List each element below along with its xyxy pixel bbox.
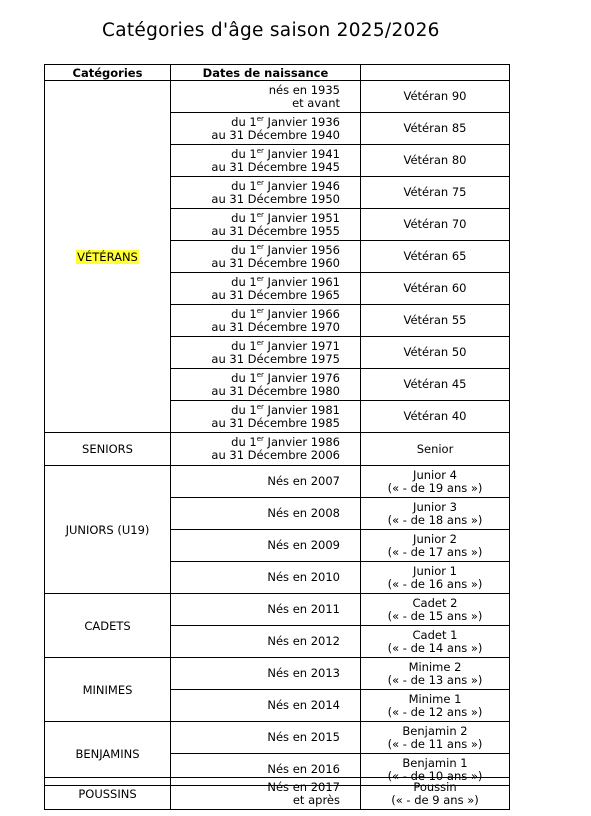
class-cell: Vétéran 50	[361, 337, 510, 369]
birth-day-sup: er	[256, 370, 264, 379]
birth-rest: Janvier 1951	[263, 210, 340, 225]
birth-line2: au 31 Décembre 1950	[211, 191, 340, 206]
birth-day: du 1	[231, 210, 257, 225]
birth-cell	[171, 273, 361, 305]
birth-line2: au 31 Décembre 2006	[211, 448, 340, 462]
birth-rest: Janvier 1986	[263, 435, 340, 449]
class-age: (« - de 18 ans »)	[387, 512, 483, 527]
birth-cell	[171, 337, 361, 369]
birth-day-sup: er	[256, 242, 264, 251]
class-name: Junior 4	[413, 467, 457, 482]
class-cell	[361, 658, 510, 690]
header-class	[361, 65, 510, 81]
birth-line2: au 31 Décembre 1965	[211, 287, 340, 302]
class-age: (« - de 13 ans »)	[387, 672, 483, 687]
class-name: Benjamin 2	[402, 723, 468, 738]
birth-cell	[171, 241, 361, 273]
birth-rest: Janvier 1976	[263, 370, 340, 385]
birth-day-sup: er	[256, 274, 264, 283]
class-age: (« - de 11 ans »)	[387, 736, 483, 751]
class-name: Minime 2	[408, 659, 462, 674]
class-cell: Vétéran 40	[361, 401, 510, 433]
class-cell	[361, 498, 510, 530]
class-cell: Vétéran 45	[361, 369, 510, 401]
class-cell	[361, 626, 510, 658]
birth-day: du 1	[231, 274, 257, 289]
birth-rest: Janvier 1961	[263, 274, 340, 289]
class-name: Minime 1	[408, 691, 462, 706]
class-age: (« - de 14 ans »)	[387, 640, 483, 655]
table-row	[45, 722, 510, 754]
category-juniors: JUNIORS (U19)	[45, 466, 171, 594]
class-cell: Vétéran 80	[361, 145, 510, 177]
class-cell: Vétéran 55	[361, 305, 510, 337]
birth-rest: Janvier 1946	[263, 178, 340, 193]
birth-cell	[171, 778, 361, 810]
class-cell	[361, 466, 510, 498]
class-cell: Vétéran 70	[361, 209, 510, 241]
header-birth-dates: Dates de naissance	[171, 65, 361, 81]
category-cadets: CADETS	[45, 594, 171, 658]
birth-cell: Nés en 2015	[171, 722, 361, 754]
birth-line2: au 31 Décembre 1960	[211, 255, 340, 270]
class-cell	[361, 778, 510, 810]
table-header-row	[45, 65, 510, 81]
birth-day-sup: er	[256, 402, 264, 411]
birth-rest: Janvier 1941	[263, 146, 340, 161]
birth-rest: Janvier 1956	[263, 242, 340, 257]
birth-line2: au 31 Décembre 1980	[211, 383, 340, 398]
birth-line2: au 31 Décembre 1970	[211, 319, 340, 334]
birth-day-sup: er	[256, 178, 264, 187]
class-cell	[361, 562, 510, 594]
birth-cell	[171, 369, 361, 401]
birth-day-sup: er	[256, 435, 264, 444]
birth-cell: Nés en 2016	[171, 754, 361, 786]
birth-line2: au 31 Décembre 1955	[211, 223, 340, 238]
birth-day: du 1	[231, 178, 257, 193]
birth-line2: au 31 Décembre 1975	[211, 351, 340, 366]
page-title: Catégories d'âge saison 2025/2026	[102, 20, 440, 41]
birth-day-sup: er	[256, 114, 264, 123]
class-name: Junior 1	[413, 563, 457, 578]
birth-cell: Nés en 2013	[171, 658, 361, 690]
birth-cell: Nés en 2012	[171, 626, 361, 658]
birth-cell: Nés en 2011	[171, 594, 361, 626]
birth-cell: Nés en 2008	[171, 498, 361, 530]
birth-day: du 1	[231, 114, 257, 129]
class-cell	[361, 690, 510, 722]
class-cell	[361, 530, 510, 562]
age-categories-table	[44, 64, 510, 786]
birth-line2: et avant	[292, 95, 340, 110]
birth-day: du 1	[231, 306, 257, 321]
header-category: Catégories	[45, 65, 171, 81]
class-name: Cadet 2	[412, 595, 458, 610]
class-name: Poussin	[413, 779, 457, 794]
birth-cell: Nés en 2007	[171, 466, 361, 498]
class-cell: Vétéran 75	[361, 177, 510, 209]
class-cell	[361, 722, 510, 754]
table-row	[45, 433, 510, 466]
birth-day-sup: er	[256, 146, 264, 155]
birth-rest: Janvier 1936	[263, 114, 340, 129]
birth-day: du 1	[231, 146, 257, 161]
class-age: (« - de 19 ans »)	[387, 480, 483, 495]
class-name: Junior 2	[413, 531, 457, 546]
birth-day: du 1	[231, 338, 257, 353]
birth-line2: au 31 Décembre 1945	[211, 159, 340, 174]
birth-cell	[171, 113, 361, 145]
category-poussins: POUSSINS	[45, 778, 171, 810]
birth-cell	[171, 305, 361, 337]
class-age: (« - de 16 ans »)	[387, 576, 483, 591]
birth-rest: Janvier 1971	[263, 338, 340, 353]
category-minimes: MINIMES	[45, 658, 171, 722]
birth-line1: nés en 1935	[268, 82, 340, 97]
birth-line2: au 31 Décembre 1940	[211, 127, 340, 142]
class-age: (« - de 9 ans »)	[391, 792, 479, 807]
birth-cell: Nés en 2014	[171, 690, 361, 722]
birth-cell	[171, 433, 361, 466]
birth-rest: Janvier 1981	[263, 402, 340, 417]
class-age: (« - de 10 ans »)	[387, 768, 483, 783]
table-row	[45, 466, 510, 498]
birth-day-sup: er	[256, 338, 264, 347]
birth-line2: au 31 Décembre 1985	[211, 415, 340, 430]
class-age: (« - de 15 ans »)	[387, 608, 483, 623]
birth-cell	[171, 145, 361, 177]
birth-day: du 1	[231, 242, 257, 257]
birth-cell	[171, 209, 361, 241]
birth-cell: Nés en 2010	[171, 562, 361, 594]
class-name: Junior 3	[413, 499, 457, 514]
class-cell: Vétéran 60	[361, 273, 510, 305]
birth-day-sup: er	[256, 306, 264, 315]
class-age: (« - de 17 ans »)	[387, 544, 483, 559]
birth-rest: Janvier 1966	[263, 306, 340, 321]
class-age: (« - de 12 ans »)	[387, 704, 483, 719]
table-row	[45, 778, 510, 810]
class-cell: Vétéran 90	[361, 81, 510, 113]
class-name: Benjamin 1	[402, 755, 468, 770]
veterans-label: VÉTÉRANS	[77, 249, 138, 264]
birth-cell	[171, 177, 361, 209]
class-cell: Senior	[361, 433, 510, 466]
category-seniors: SENIORS	[45, 433, 171, 466]
birth-line1: Nés en 2017	[267, 779, 340, 794]
table-row	[45, 658, 510, 690]
birth-day: du 1	[231, 370, 257, 385]
birth-day: du 1	[231, 402, 257, 417]
birth-day: du 1	[231, 435, 257, 449]
birth-cell	[171, 401, 361, 433]
class-name: Cadet 1	[412, 627, 458, 642]
category-veterans	[45, 81, 171, 433]
table-row	[45, 81, 510, 113]
birth-cell	[171, 81, 361, 113]
poussins-table	[44, 777, 510, 810]
class-cell: Vétéran 85	[361, 113, 510, 145]
birth-line2: et après	[292, 792, 340, 807]
table-row	[45, 594, 510, 626]
birth-cell: Nés en 2009	[171, 530, 361, 562]
category-benjamins: BENJAMINS	[45, 722, 171, 786]
class-cell: Vétéran 65	[361, 241, 510, 273]
birth-day-sup: er	[256, 210, 264, 219]
class-cell	[361, 594, 510, 626]
